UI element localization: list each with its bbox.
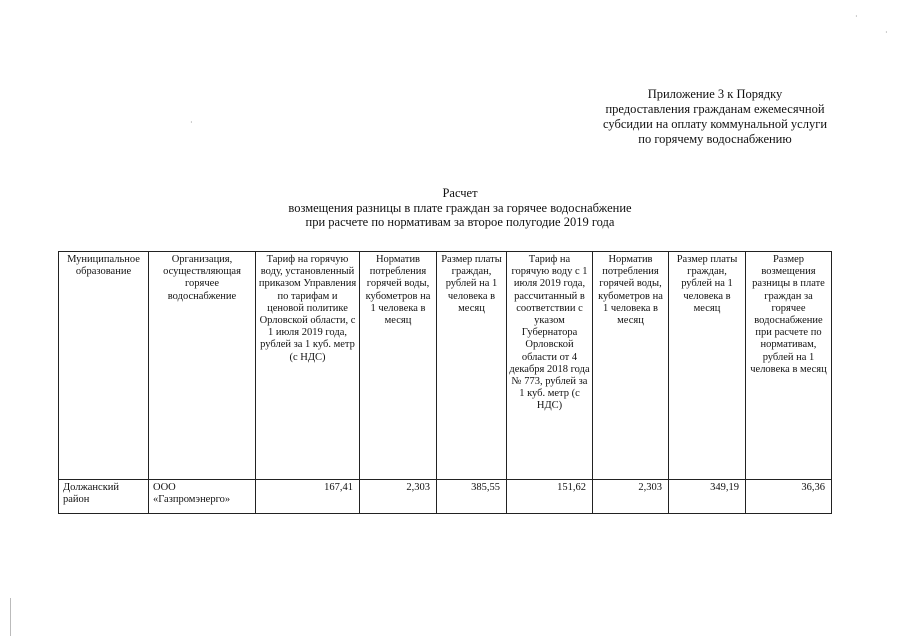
- header-tariff-calculated: Тариф на горячую воду с 1 июля 2019 года, рассчитанный в соответствии с указом Губернатора Орловской области от 4 декабря 2018 года № 773, рублей за 1 куб. метр (с НДС): [507, 252, 593, 480]
- header-payment-current: Размер платы граждан, рублей на 1 человека в месяц: [437, 252, 507, 480]
- appendix-line: субсидии на оплату коммунальной услуги: [602, 117, 828, 131]
- cell-payment-calculated: 349,19: [669, 480, 746, 514]
- header-norm-calculated: Норматив потребления горячей воды, кубометров на 1 человека в месяц: [593, 252, 669, 480]
- cell-norm-current: 2,303: [360, 480, 437, 514]
- cell-compensation: 36,36: [746, 480, 832, 514]
- header-tariff-current: Тариф на горячую воду, установленный приказом Управления по тарифам и ценовой политике Орловской области, с 1 июля 2019 года, рублей за 1 куб. метр (с НДС): [256, 252, 360, 480]
- cell-municipality: Должанский район: [59, 480, 149, 514]
- table-header-row: [59, 252, 832, 480]
- appendix-line: Приложение 3 к Порядку: [647, 87, 783, 101]
- scan-mark: ·: [885, 28, 888, 37]
- header-organization: Организация, осуществляющая горячее водоснабжение: [149, 252, 256, 480]
- header-payment-calculated: Размер платы граждан, рублей на 1 человека в месяц: [669, 252, 746, 480]
- cell-norm-calculated: 2,303: [593, 480, 669, 514]
- scan-mark: ·: [190, 118, 193, 127]
- table-row: [59, 480, 832, 514]
- document-title: [250, 186, 670, 230]
- header-municipality: Муниципальное образование: [59, 252, 149, 480]
- calculation-table: [58, 251, 832, 514]
- scan-mark: ·: [855, 12, 858, 21]
- appendix-note: [565, 87, 865, 147]
- header-norm-current: Норматив потребления горячей воды, кубометров на 1 человека в месяц: [360, 252, 437, 480]
- title-line: возмещения разницы в плате граждан за горячее водоснабжение: [288, 200, 632, 215]
- cell-organization: ООО «Газпромэнерго»: [149, 480, 256, 514]
- cell-payment-current: 385,55: [437, 480, 507, 514]
- title-line: Расчет: [442, 186, 478, 200]
- cell-tariff-calculated: 151,62: [507, 480, 593, 514]
- title-line: при расчете по нормативам за второе полугодие 2019 года: [305, 215, 615, 229]
- header-compensation: Размер возмещения разницы в плате граждан за горячее водоснабжение при расчете по нормативам, рублей на 1 человека в месяц: [746, 252, 832, 480]
- appendix-line: по горячему водоснабжению: [638, 132, 792, 146]
- cell-tariff-current: 167,41: [256, 480, 360, 514]
- appendix-line: предоставления гражданам ежемесячной: [605, 102, 825, 116]
- scan-edge-line: [10, 598, 11, 636]
